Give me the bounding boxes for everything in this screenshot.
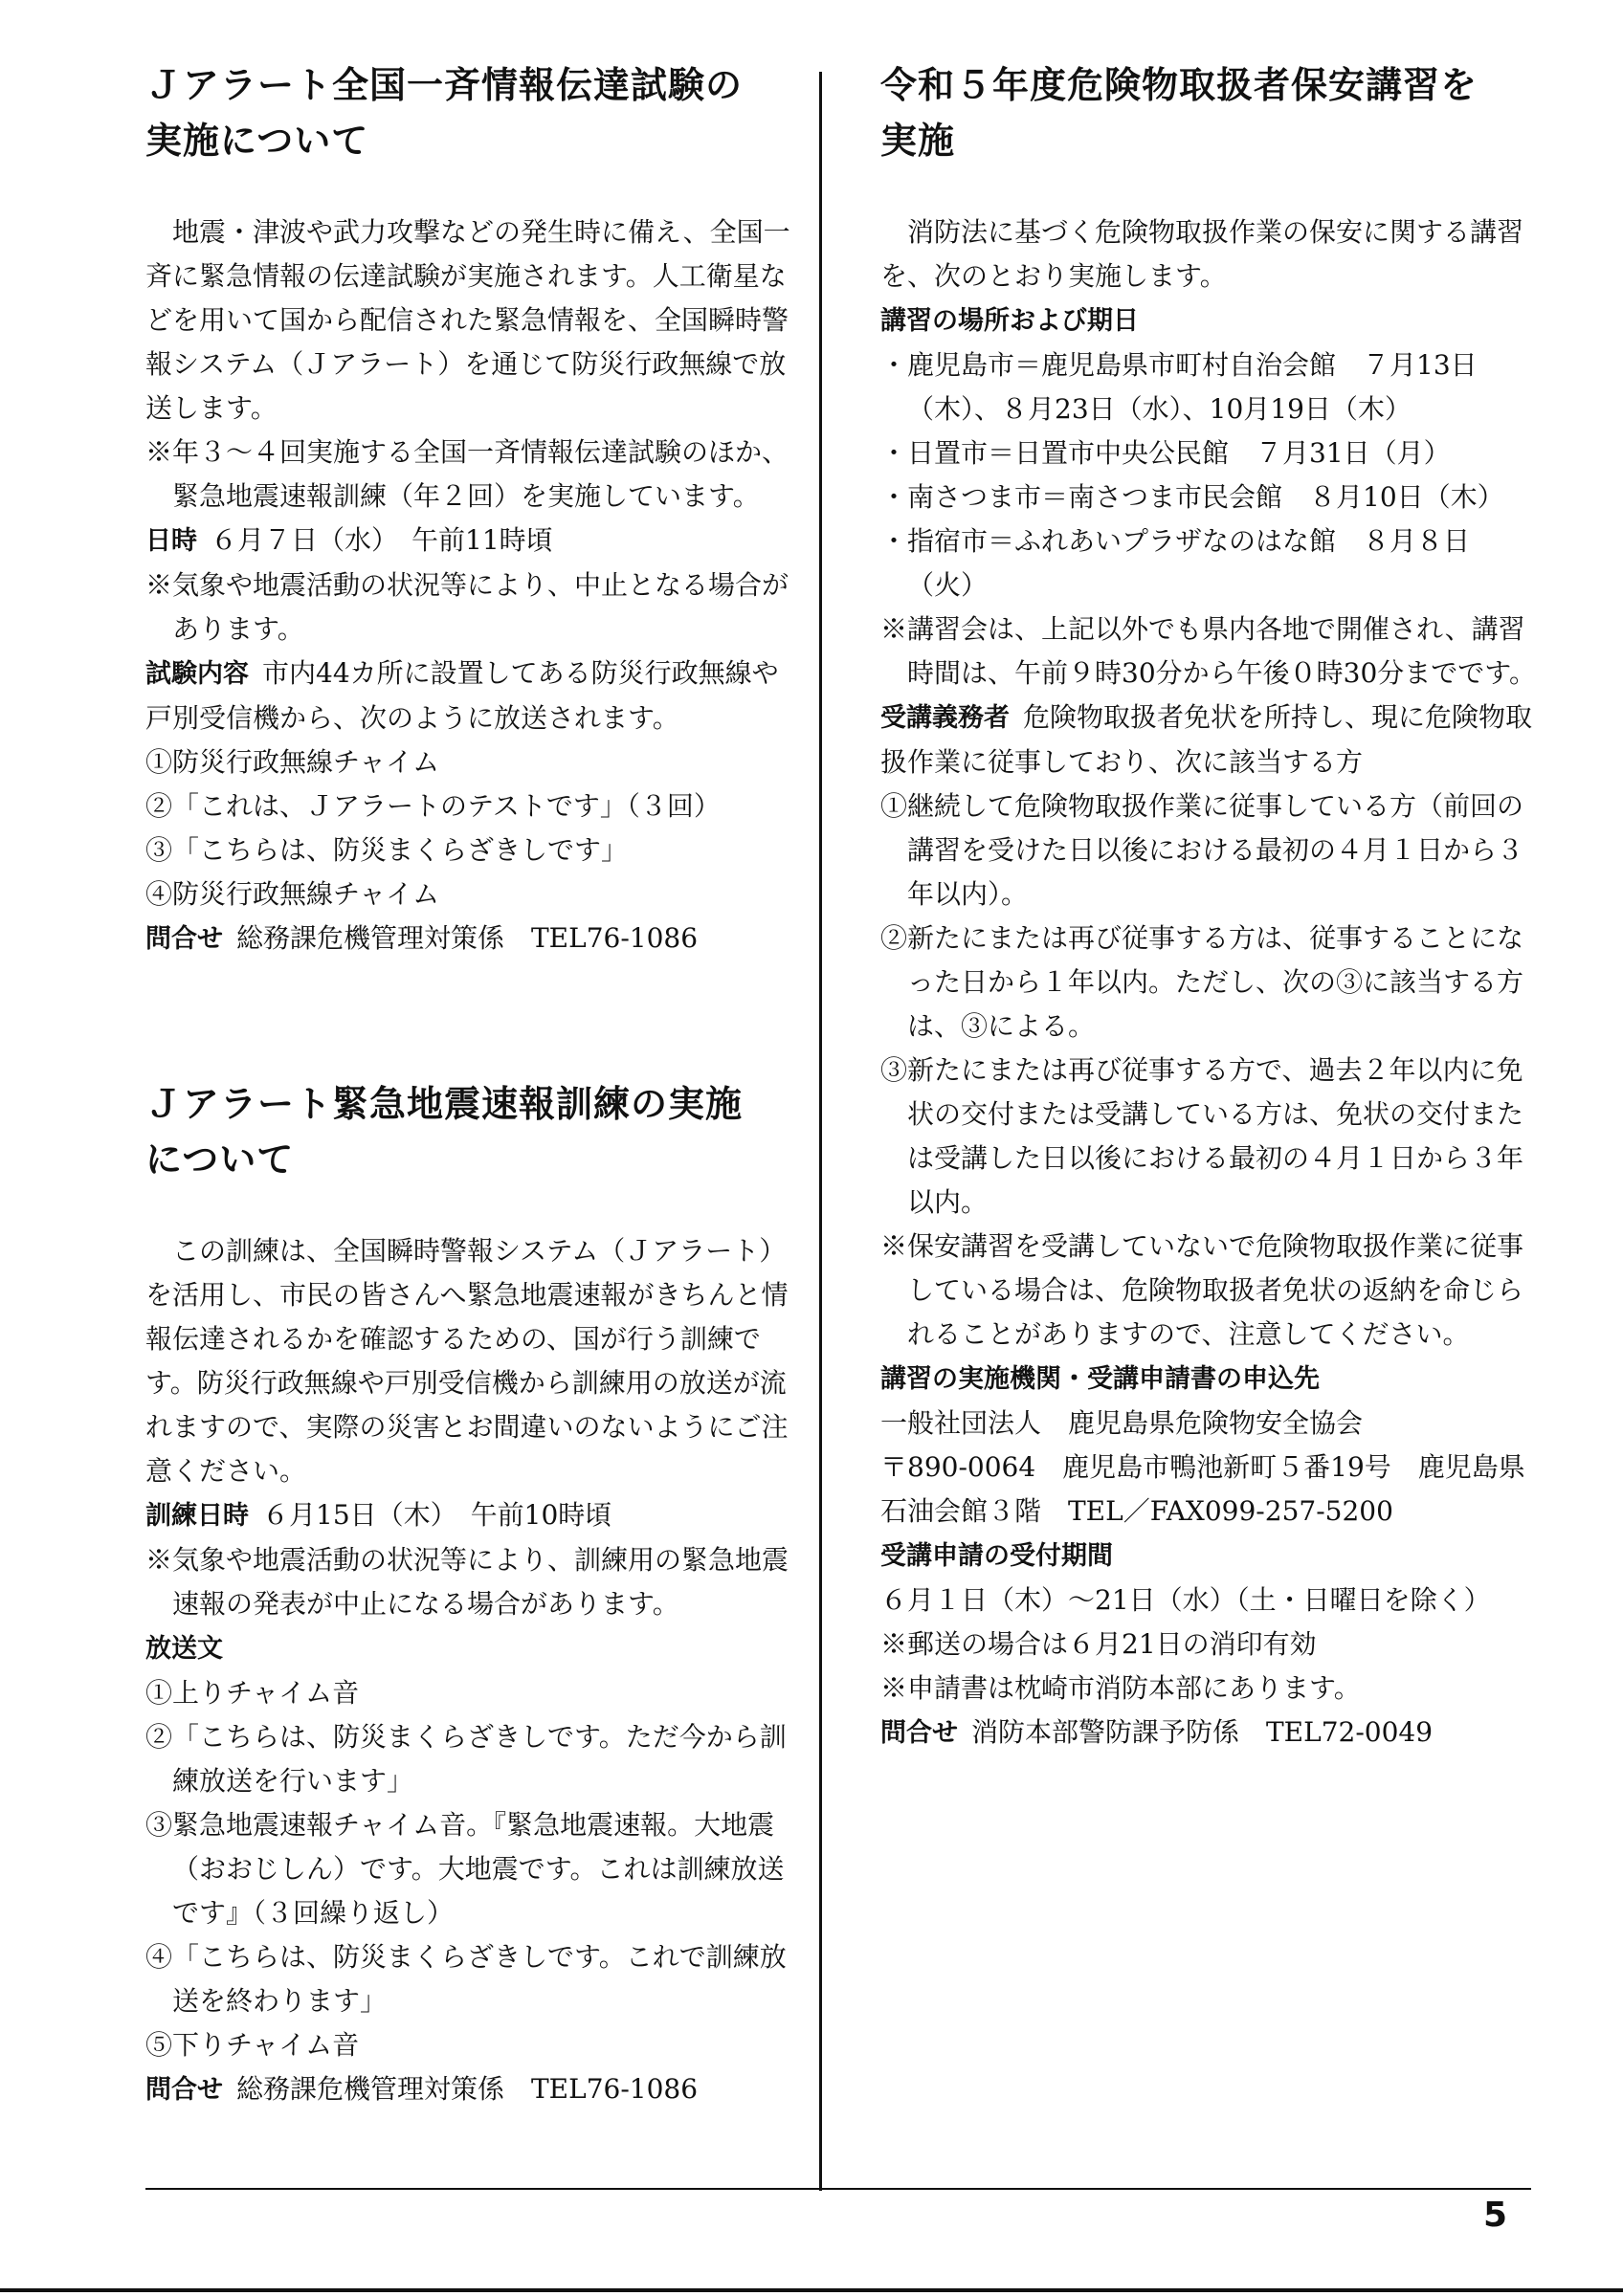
right-column <box>880 57 1537 1755</box>
jalert-drill-article <box>145 1076 796 2112</box>
title-line-1: Ｊアラート全国一斉情報伝達試験の <box>145 64 744 106</box>
venue-label-row <box>880 298 1537 343</box>
spacer <box>145 1187 796 1229</box>
org-label: 講習の実施機関・受講申請書の申込先 <box>880 1364 1320 1394</box>
title-line-2: 実施について <box>145 120 369 162</box>
broadcast-label: 放送文 <box>145 1634 223 1664</box>
obligor-item: ①継続して危険物取扱作業に従事している方（前回の講習を受けた日以後における最初の４月１日から３年以内）。 <box>880 790 1524 910</box>
article-intro: 地震・津波や武力攻撃などの発生時に備え、全国一斉に緊急情報の伝達試験が実施されます。人工衛星などを用いて国から配信された緊急情報を、全国瞬時警報システム（Ｊアラート）を通じて防災行政無線で放送します。 <box>145 216 790 424</box>
venue-item: ・南さつま市＝南さつま市民会館 ８月10日（木） <box>880 481 1504 513</box>
venue-item: ・指宿市＝ふれあいプラザなのはな館 ８月８日（火） <box>880 525 1471 601</box>
article-title <box>145 57 796 168</box>
article-title <box>880 57 1537 168</box>
title-line-1: Ｊアラート緊急地震速報訓練の実施 <box>145 1083 744 1125</box>
org-line: 一般社団法人 鹿児島県危険物安全協会 <box>880 1407 1364 1439</box>
broadcast-label-row <box>145 1626 796 1671</box>
column-divider <box>819 72 822 2191</box>
spacer <box>145 961 796 1076</box>
obligor-row <box>880 695 1537 784</box>
spacer <box>880 168 1537 210</box>
hazmat-course-article <box>880 57 1537 1755</box>
list-item: ①上りチャイム音 <box>145 1677 360 1709</box>
left-column <box>145 57 796 2112</box>
list-item: ②「こちらは、防災まくらざきしです。ただ今から訓練放送を行います」 <box>145 1721 787 1797</box>
venue-note: ※講習会は、上記以外でも県内各地で開催され、講習時間は、午前９時30分から午後０時30分までです。 <box>880 613 1537 689</box>
contact-label: 問合せ <box>880 1718 958 1748</box>
venue-item: ・日置市＝日置市中央公民館 ７月31日（月） <box>880 437 1451 469</box>
list-item: ②「これは、Ｊアラートのテストです」（３回） <box>145 790 721 822</box>
obligor-item: ※保安講習を受講していないで危険物取扱作業に従事している場合は、危険物取扱者免状の返納を命じられることがありますので、注意してください。 <box>880 1230 1524 1350</box>
content-label: 試験内容 <box>145 659 249 689</box>
contact-label: 問合せ <box>145 924 223 954</box>
venue-label: 講習の場所および期日 <box>880 306 1139 336</box>
article-title <box>145 1076 796 1187</box>
title-line-2: について <box>145 1138 295 1181</box>
period-label-row <box>880 1534 1537 1578</box>
contact-row <box>880 1711 1537 1755</box>
obligor-item: ②新たにまたは再び従事する方は、従事することになった日から１年以内。ただし、次の③に該当する方は、③による。 <box>880 922 1524 1042</box>
obligor-value: 危険物取扱者免状を所持し、現に危険物取扱作業に従事しており、次に該当する方 <box>880 701 1533 778</box>
date-value: ６月15日（木） 午前10時頃 <box>262 1499 612 1531</box>
obligor-label: 受講義務者 <box>880 703 1010 733</box>
contact-row <box>145 916 796 961</box>
page-bottom-edge <box>0 2288 1623 2292</box>
footer-rule <box>145 2188 1531 2190</box>
date-row <box>145 519 796 563</box>
list-item: ⑤下りチャイム音 <box>145 2029 360 2061</box>
cancel-note: ※気象や地震活動の状況等により、中止となる場合があります。 <box>145 569 789 645</box>
contact-label: 問合せ <box>145 2075 223 2105</box>
list-item: ③「こちらは、防災まくらざきしです」 <box>145 834 629 866</box>
jalert-test-article <box>145 57 796 961</box>
content-value: 市内44カ所に設置してある防災行政無線や戸別受信機から、次のように放送されます。 <box>145 657 779 734</box>
title-line-2: 実施 <box>880 120 956 162</box>
article-intro: 消防法に基づく危険物取扱作業の保安に関する講習を、次のとおり実施します。 <box>880 216 1524 292</box>
date-label: 日時 <box>145 526 197 556</box>
spacer <box>145 168 796 210</box>
period-line: ※申請書は枕崎市消防本部にあります。 <box>880 1672 1361 1704</box>
contact-value: 消防本部警防課予防係 TEL72-0049 <box>971 1716 1434 1748</box>
content-row <box>145 651 796 740</box>
org-line: 〒890-0064 鹿児島市鴨池新町５番19号 鹿児島県石油会館３階 TEL／FAX099-257-5200 <box>880 1451 1525 1527</box>
obligor-item: ③新たにまたは再び従事する方で、過去２年以内に免状の交付または受講している方は、免状の交付または受講した日以後における最初の４月１日から３年以内。 <box>880 1054 1524 1218</box>
article-intro: この訓練は、全国瞬時警報システム（Ｊアラート）を活用し、市民の皆さんへ緊急地震速報がきちんと情報伝達されるかを確認するための、国が行う訓練です。防災行政無線や戸別受信機から訓練用の放送が流れますので、実際の災害とお間違いのないようにご注意ください。 <box>145 1235 789 1487</box>
period-label: 受講申請の受付期間 <box>880 1541 1113 1571</box>
list-item: ①防災行政無線チャイム <box>145 746 440 778</box>
org-label-row <box>880 1357 1537 1402</box>
period-line: ６月１日（木）～21日（水）（土・日曜日を除く） <box>880 1584 1491 1616</box>
contact-value: 総務課危機管理対策係 TEL76-1086 <box>236 922 699 954</box>
list-item: ④「こちらは、防災まくらざきしです。これで訓練放送を終わります」 <box>145 1941 787 2017</box>
venue-item: ・鹿児島市＝鹿児島県市町村自治会館 ７月13日（木）、８月23日（水）、10月19日（木） <box>880 349 1478 425</box>
article-note: ※年３～４回実施する全国一斉情報伝達試験のほか、緊急地震速報訓練（年２回）を実施しています。 <box>145 436 789 512</box>
date-row <box>145 1493 796 1538</box>
date-value: ６月７日（水） 午前11時頃 <box>211 524 553 556</box>
list-item: ③緊急地震速報チャイム音。『緊急地震速報。大地震（おおじしん）です。大地震です。これは訓練放送です』（３回繰り返し） <box>145 1809 785 1929</box>
list-item: ④防災行政無線チャイム <box>145 878 440 910</box>
title-line-1: 令和５年度危険物取扱者保安講習を <box>880 64 1478 106</box>
contact-row <box>145 2067 796 2112</box>
period-line: ※郵送の場合は６月21日の消印有効 <box>880 1628 1317 1660</box>
page-number: 5 <box>1482 2196 1507 2235</box>
contact-value: 総務課危機管理対策係 TEL76-1086 <box>236 2073 699 2105</box>
date-label: 訓練日時 <box>145 1501 249 1531</box>
cancel-note: ※気象や地震活動の状況等により、訓練用の緊急地震速報の発表が中止になる場合があります。 <box>145 1544 789 1620</box>
